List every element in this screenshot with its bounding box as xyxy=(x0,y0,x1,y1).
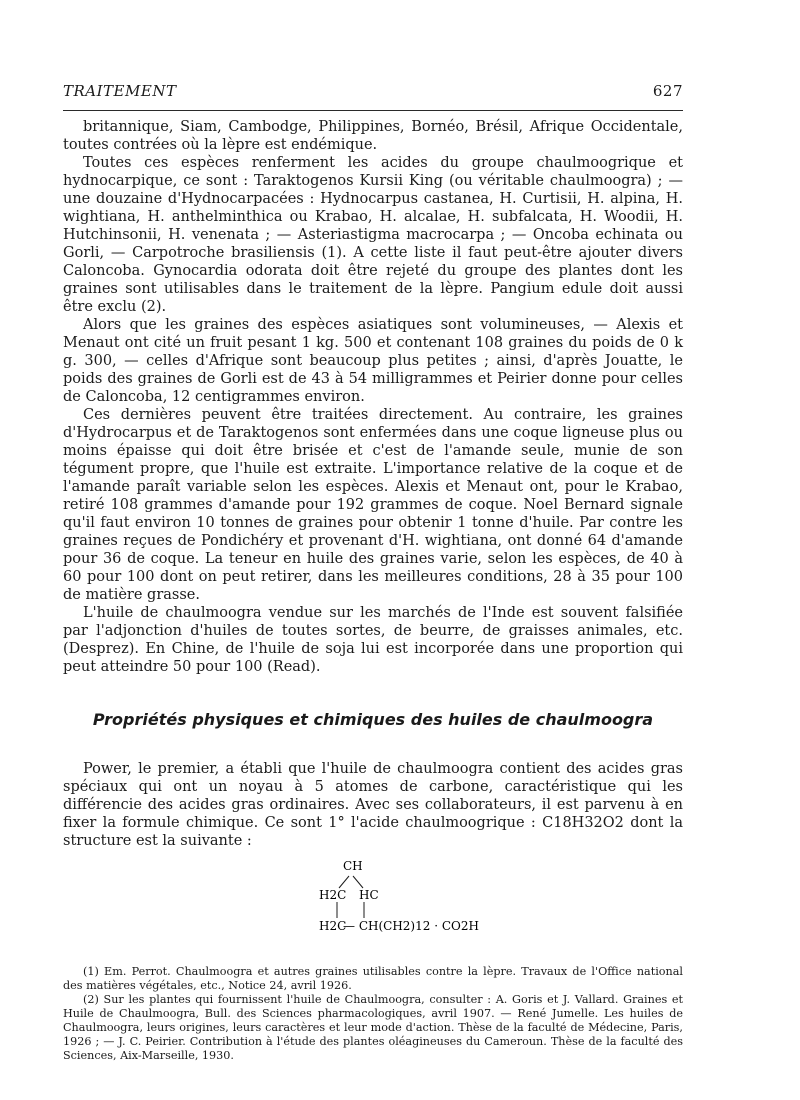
formula-chain: — CH(CH2)12 · CO2H xyxy=(343,919,479,933)
section-heading: Propriétés physiques et chimiques des huiles de chaulmoogra xyxy=(92,710,654,729)
footnotes xyxy=(63,965,683,1063)
paragraph: Alors que les graines des espèces asiatiques sont volumineuses, — Alexis et Menaut ont cité un fruit pesant 1 kg. 500 et contenant 108 graines du poids de 0 k g. 300, — celles d'Afrique sont beaucoup plus petites ; ainsi, d'après Jouatte, le poids des graines de Gorli est de 43 à 54 milligrammes et Peirier donne pour celles de Caloncoba, 12 centigrammes environ. xyxy=(63,317,683,405)
body-text xyxy=(63,118,683,1063)
paragraph: Toutes ces espèces renferment les acides du groupe chaulmoogrique et hydnocarpique, ce sont : Taraktogenos Kursii King (ou véritable chaulmoogra) ; — une douzaine d'Hydnocarpacées : Hydnocarpus castanea, H. Curtisii, H. alpina, H. wightiana, H. anthelminthica ou Krabao, H. alcalae, H. subfalcata, H. Woodii, H. Hutchinsonii, H. venenata ; — Asteriastigma macrocarpa ; — Oncoba echinata ou Gorli, — Carpotroche brasiliensis (1). A cette liste il faut peut-être ajouter divers Caloncoba. Gynocardia odorata doit être rejeté du groupe des plantes dont les graines sont utilisables dans le traitement de la lèpre. Pangium edule doit aussi être exclu (2). xyxy=(63,155,683,315)
running-title: TRAITEMENT xyxy=(63,82,177,100)
header-rule xyxy=(63,110,683,111)
chemical-formula xyxy=(63,854,683,947)
page-number: 627 xyxy=(652,82,683,100)
footnote: (2) Sur les plantes qui fournissent l'huile de Chaulmoogra, consulter : A. Goris et J. Vallard. Graines et Huile de Chaulmoogra, Bull. des Sciences pharmacologiques, avril 1907. — René Jumelle. Les huiles de Chaulmoogra, leurs origines, leurs caractères et leur mode d'action. Thèse de la faculté de Médecine, Paris, 1926 ; — J. C. Peirier. Contribution à l'étude des plantes oléagineuses du Cameroun. Thèse de la faculté des Sciences, Aix-Marseille, 1930. xyxy=(63,993,683,1062)
paragraph: britannique, Siam, Cambodge, Philippines, Bornéo, Brésil, Afrique Occidentale, toutes contrées où la lèpre est endémique. xyxy=(63,119,683,153)
bond-right-top xyxy=(353,876,363,888)
footnote: (1) Em. Perrot. Chaulmoogra et autres graines utilisables contre la lèpre. Travaux de l'Office national des matières végétales, etc., Notice 24, avril 1926. xyxy=(63,965,683,992)
formula-right-top: HC xyxy=(359,888,379,902)
paragraph: L'huile de chaulmoogra vendue sur les marchés de l'Inde est souvent falsifiée par l'adjonction d'huiles de toutes sortes, de beurre, de graisses animales, etc. (Desprez). En Chine, de l'huile de soja lui est incorporée dans une proportion qui peut atteindre 50 pour 100 (Read). xyxy=(63,605,683,675)
formula-left-bottom: H2C xyxy=(319,919,347,933)
bond-left-top xyxy=(339,876,349,888)
formula-top: CH xyxy=(343,859,363,873)
formula-left-top: H2C xyxy=(319,888,347,902)
paragraph: Ces dernières peuvent être traitées directement. Au contraire, les graines d'Hydrocarpus et de Taraktogenos sont enfermées dans une coque ligneuse plus ou moins épaisse qui doit être brisée et c'est de l'amande seule, munie de son tégument propre, que l'huile est extraite. L'importance relative de la coque et de l'amande paraît variable selon les espèces. Alexis et Menaut ont, pour le Krabao, retiré 108 grammes d'amande pour 192 grammes de coque. Noel Bernard signale qu'il faut environ 10 tonnes de graines pour obtenir 1 tonne d'huile. Par contre les graines reçues de Pondichéry et provenant d'H. wightiana, ont donné 64 d'amande pour 36 de coque. La teneur en huile des graines varie, selon les espèces, de 40 à 60 pour 100 dont on peut retirer, dans les meilleures conditions, 28 à 35 pour 100 de matière grasse. xyxy=(63,407,683,603)
paragraph: Power, le premier, a établi que l'huile de chaulmoogra contient des acides gras spéciaux qui ont un noyau à 5 atomes de carbone, caractéristique qui les différencie des acides gras ordinaires. Avec ses collaborateurs, il est parvenu à en fixer la formule chimique. Ce sont 1° l'acide chaulmoogrique : C18H32O2 dont la structure est la suivante : xyxy=(63,761,683,849)
chaulmoogric-acid-structure xyxy=(263,854,483,942)
